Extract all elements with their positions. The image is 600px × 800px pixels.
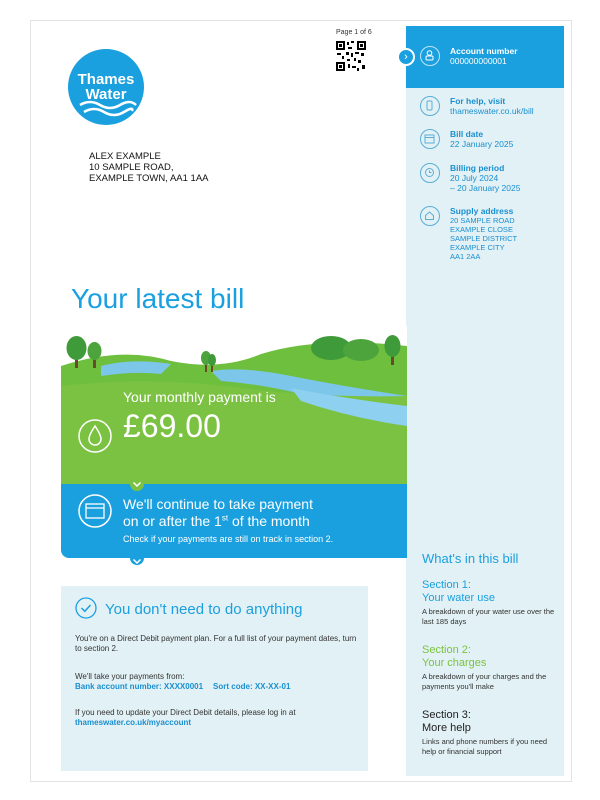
section-number: Section 3: xyxy=(422,709,471,721)
chevron-right-icon: › xyxy=(397,48,415,66)
clock-icon xyxy=(420,163,440,183)
direct-debit-line-2 xyxy=(123,513,310,529)
update-details-text: If you need to update your Direct Debit details, please log in at xyxy=(75,708,296,717)
notice-paragraph-1: You're on a Direct Debit payment plan. For a full list of your payment dates, turn to section 2. xyxy=(75,634,357,653)
account-banner xyxy=(406,26,564,88)
notice-paragraph-2 xyxy=(75,672,360,692)
qr-code xyxy=(336,41,366,71)
payment-hero xyxy=(61,326,407,558)
myaccount-link[interactable]: thameswater.co.uk/myaccount xyxy=(75,718,192,727)
direct-debit-subtext: Check if your payments are still on track in section 2. xyxy=(123,534,334,544)
section-heading: Your water use xyxy=(422,592,495,604)
address-line-1: 10 SAMPLE ROAD, xyxy=(89,162,174,173)
page-title: Your latest bill xyxy=(71,283,245,314)
billing-period-end: – 20 January 2025 xyxy=(450,183,521,193)
supply-address-line: 20 SAMPLE ROAD xyxy=(450,216,515,225)
supply-address-line: AA1 2AA xyxy=(450,252,481,261)
section-number: Section 1: xyxy=(422,579,471,591)
sort-code: Sort code: XX-XX-01 xyxy=(213,682,291,691)
supply-address-line: EXAMPLE CLOSE xyxy=(450,225,513,234)
section-heading: More help xyxy=(422,722,471,734)
bill-section-1 xyxy=(422,579,557,627)
address-line-2: EXAMPLE TOWN, AA1 1AA xyxy=(89,173,209,184)
section-number: Section 2: xyxy=(422,644,471,656)
check-icon xyxy=(75,597,97,619)
section-description: A breakdown of your charges and the payments you'll make xyxy=(422,672,547,691)
logo-text-2: Water xyxy=(85,86,127,103)
chevron-down-icon xyxy=(130,555,144,565)
dd-line2-post: of the month xyxy=(228,513,310,529)
bill-section-2 xyxy=(422,644,557,692)
help-label: For help, visit xyxy=(450,96,506,106)
direct-debit-line-1: We'll continue to take payment xyxy=(123,496,313,512)
monthly-payment-label: Your monthly payment is xyxy=(123,389,276,405)
notice-title: You don't need to do anything xyxy=(105,601,303,618)
bill-date-value: 22 January 2025 xyxy=(450,139,514,149)
logo-text-1: Thames xyxy=(77,71,135,88)
page-number: Page 1 of 6 xyxy=(336,29,372,36)
supply-address-line: SAMPLE DISTRICT xyxy=(450,234,518,243)
help-icon xyxy=(420,96,440,116)
recipient-address xyxy=(89,151,209,184)
supply-address-line: EXAMPLE CITY xyxy=(450,243,505,252)
supply-address-label: Supply address xyxy=(450,206,514,216)
section-heading: Your charges xyxy=(422,657,487,669)
sidebar-panel xyxy=(406,26,564,776)
bill-date-label: Bill date xyxy=(450,129,484,139)
bank-account-number: Bank account number: XXXX0001 xyxy=(75,682,204,691)
notice-box xyxy=(61,586,368,771)
whats-in-bill-title: What's in this bill xyxy=(422,551,519,566)
section-description: Links and phone numbers if you need help or financial support xyxy=(422,737,548,756)
chevron-down-icon xyxy=(130,477,144,491)
thames-water-logo xyxy=(66,47,146,127)
help-link[interactable]: thameswater.co.uk/bill xyxy=(450,106,534,116)
dd-line2-text: on or after the 1 xyxy=(123,513,222,529)
house-icon xyxy=(420,206,440,226)
section-description: A breakdown of your water use over the last 185 days xyxy=(422,607,555,626)
monthly-payment-amount: £69.00 xyxy=(123,408,221,444)
dd-line2-sup: st xyxy=(221,513,229,523)
bill-section-3 xyxy=(422,709,557,757)
notice-paragraph-3 xyxy=(75,708,360,728)
payments-from-label: We'll take your payments from: xyxy=(75,672,185,681)
bill-page xyxy=(30,20,572,782)
account-icon xyxy=(420,46,440,66)
billing-period-label: Billing period xyxy=(450,163,505,173)
account-number-value: 000000000001 xyxy=(450,56,507,66)
account-number-label: Account number xyxy=(450,46,518,56)
billing-period-start: 20 July 2024 xyxy=(450,173,499,183)
calendar-icon xyxy=(420,129,440,149)
recipient-name: ALEX EXAMPLE xyxy=(89,151,161,162)
